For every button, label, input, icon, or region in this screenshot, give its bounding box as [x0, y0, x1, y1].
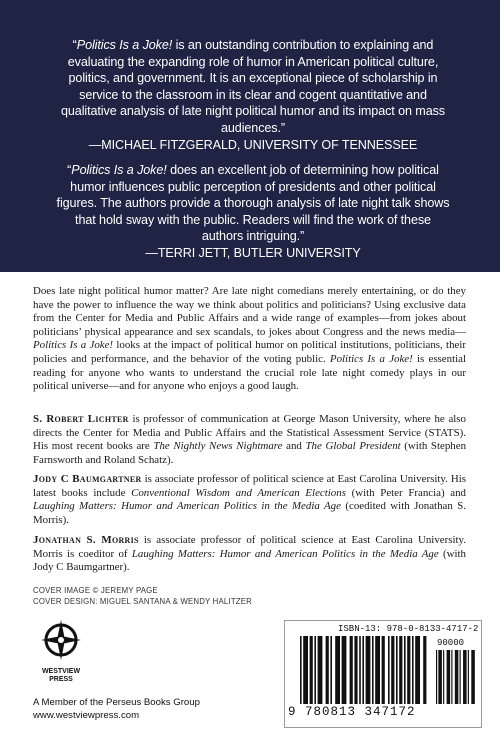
- bio-text: (with Jody C Baumgartner).: [33, 547, 466, 574]
- barcode-bar: [455, 650, 459, 704]
- barcode-bar: [463, 650, 467, 704]
- bio-book-title: Laughing Matters: Humor and American Politics in the Media Age: [131, 547, 439, 560]
- barcode-bar: [436, 650, 437, 704]
- quote-text: is an outstanding contribution to explaining and evaluating the expanding role of humor in American political culture, politics, and government. It is an exceptional piece of scholarship in service to the classroom in its clear and cogent quantitative and qualitative analysis of late night political humor and its impact on mass audiences.”: [60, 38, 445, 135]
- barcode-bar: [372, 636, 374, 704]
- blurb-book-title: Politics Is a Joke!: [329, 352, 413, 365]
- barcode-bar: [375, 636, 380, 704]
- barcode-bar: [388, 636, 390, 704]
- author-name: Jody C Baumgartner: [33, 473, 142, 485]
- barcode-bar: [310, 636, 313, 704]
- barcode-bar: [415, 636, 420, 704]
- book-description: [33, 285, 466, 394]
- barcode-bar: [460, 650, 461, 704]
- quote-attribution: —MICHAEL FITZGERALD, UNIVERSITY OF TENNESSEE: [88, 137, 418, 152]
- bio-book-title: Laughing Matters: Humor and American Politics in the Media Age: [33, 500, 341, 513]
- barcode-bar: [471, 650, 475, 704]
- endorsements-panel: [0, 0, 500, 272]
- bio-book-title: Conventional Wisdom and American Elections: [131, 486, 346, 499]
- bio-text: (coedited with Jonathan S. Morris).: [33, 500, 466, 526]
- barcode-bar: [350, 636, 353, 704]
- bio-text: is associate professor of political science at East Carolina University. His latest books include: [33, 473, 466, 499]
- bio-book-title: The Nightly News Nightmare: [153, 440, 283, 453]
- author-bio-lichter: [33, 413, 466, 467]
- cover-image-credit: COVER IMAGE © JEREMY PAGE: [33, 586, 158, 595]
- barcode-bar: [423, 636, 426, 704]
- quote-book-title: Politics Is a Joke!: [76, 38, 173, 52]
- barcode-bar: [438, 650, 442, 704]
- barcode-bar: [451, 650, 452, 704]
- isbn-barcode: [300, 636, 428, 704]
- endorsement-quote: “Politics Is a Joke! does an excellent job of determining how political humor influences public perception of presidents and other political figures. The authors provide a thorough analysis of late night talk shows that hold sway with the public. Readers will find the work of these authors intriguing.” —TERRI JETT, BUTLER UNIVERSITY: [54, 162, 452, 262]
- publisher-info: [33, 696, 200, 722]
- barcode-bar: [342, 636, 347, 704]
- bio-text: is associate professor of political science at East Carolina University. Morris is coeditor of: [33, 534, 466, 560]
- barcode-bar: [359, 636, 361, 704]
- publisher-url[interactable]: www.westviewpress.com: [33, 710, 140, 721]
- publisher-logo-text: [36, 668, 86, 684]
- endorsement-quote: “Politics Is a Joke! is an outstanding contribution to explaining and evaluating the expanding role of humor in American political culture, politics, and government. It is an exceptional piece of scholarship in service to the classroom in its clear and cogent quantitative and qualitative analysis of late night political humor and its impact on mass audiences.” —MICHAEL FITZGERALD, UNIVERSITY OF TENNESSEE: [54, 37, 452, 153]
- barcode-bar: [468, 650, 469, 704]
- barcode-bar: [300, 636, 302, 704]
- barcode-bar: [362, 636, 364, 704]
- blurb-text: is essential reading for anyone who wants to understand the crucial role late night comedy plays in our political universe—and for anyone who enjoys a good laugh.: [33, 352, 466, 393]
- cover-design-credit: COVER DESIGN: MIGUEL SANTANA & WENDY HALITZER: [33, 597, 252, 606]
- barcode-bar: [407, 636, 410, 704]
- bio-text: (with Peter Francia) and: [345, 486, 466, 499]
- barcode-bar: [330, 636, 332, 704]
- barcode-bar: [447, 650, 451, 704]
- quote-book-title: Politics Is a Joke!: [71, 163, 167, 177]
- blurb-text: Does late night political humor matter? Are late night comedians merely entertaining, or do they have the power to influence the way we think about politics and politicians? Using exclusive data from the Center for Media and Public Affairs and a wide range of examples—from jokes about politicians’ physical appearance and sex scandals, to jokes about Congress and the news media—: [33, 285, 466, 338]
- author-bio-morris: [33, 534, 466, 575]
- barcode-bar: [443, 650, 444, 704]
- bio-book-title: The Global President: [305, 440, 401, 453]
- bio-text: is professor of communication at George Mason University, where he also directs the Center for Media and Public Affairs and the Statistical Assessment Service (STATS). His most recent books are: [33, 413, 466, 453]
- quote-text: does an excellent job of determining how political humor influences public perception of presidents and other political figures. The authors provide a thorough analysis of late night talk shows that hold sway with the public. Readers will find the work of these authors intriguing.”: [56, 163, 450, 244]
- barcode-bar: [396, 636, 398, 704]
- barcode-bar: [303, 636, 308, 704]
- barcode-bar: [326, 636, 329, 704]
- barcode-bar: [391, 636, 394, 704]
- cover-credits: [33, 585, 252, 607]
- publisher-member-line: A Member of the Perseus Books Group: [33, 697, 200, 708]
- barcode-bar: [366, 636, 371, 704]
- barcode-bar: [404, 636, 406, 704]
- barcode-number: 9 780813 347172: [288, 705, 416, 719]
- barcode-bar: [335, 636, 340, 704]
- price-barcode: [436, 650, 476, 704]
- author-name: Jonathan S. Morris: [33, 534, 139, 546]
- quote-attribution: —TERRI JETT, BUTLER UNIVERSITY: [145, 245, 361, 260]
- author-bio-baumgartner: [33, 473, 466, 527]
- bio-text: (with Stephen Farnsworth and Roland Schatz).: [33, 440, 467, 466]
- blurb-text: looks at the impact of political humor on political institutions, politicians, their policies and performance, and the behavior of the voting public.: [33, 339, 467, 365]
- author-name: S. Robert Lichter: [33, 413, 129, 425]
- barcode-bar: [399, 636, 402, 704]
- barcode-bar: [382, 636, 385, 704]
- barcode-bar: [314, 636, 316, 704]
- barcode-bar: [412, 636, 414, 704]
- barcode-bar: [318, 636, 323, 704]
- logo-line: WESTVIEW: [41, 668, 81, 675]
- isbn-label: ISBN-13: 978-0-8133-4717-2: [338, 624, 479, 634]
- bio-text: and: [282, 440, 306, 453]
- barcode-bar: [354, 636, 357, 704]
- blurb-book-title: Politics Is a Joke!: [33, 339, 114, 352]
- logo-line: PRESS: [49, 676, 73, 683]
- price-code: 90000: [437, 638, 465, 648]
